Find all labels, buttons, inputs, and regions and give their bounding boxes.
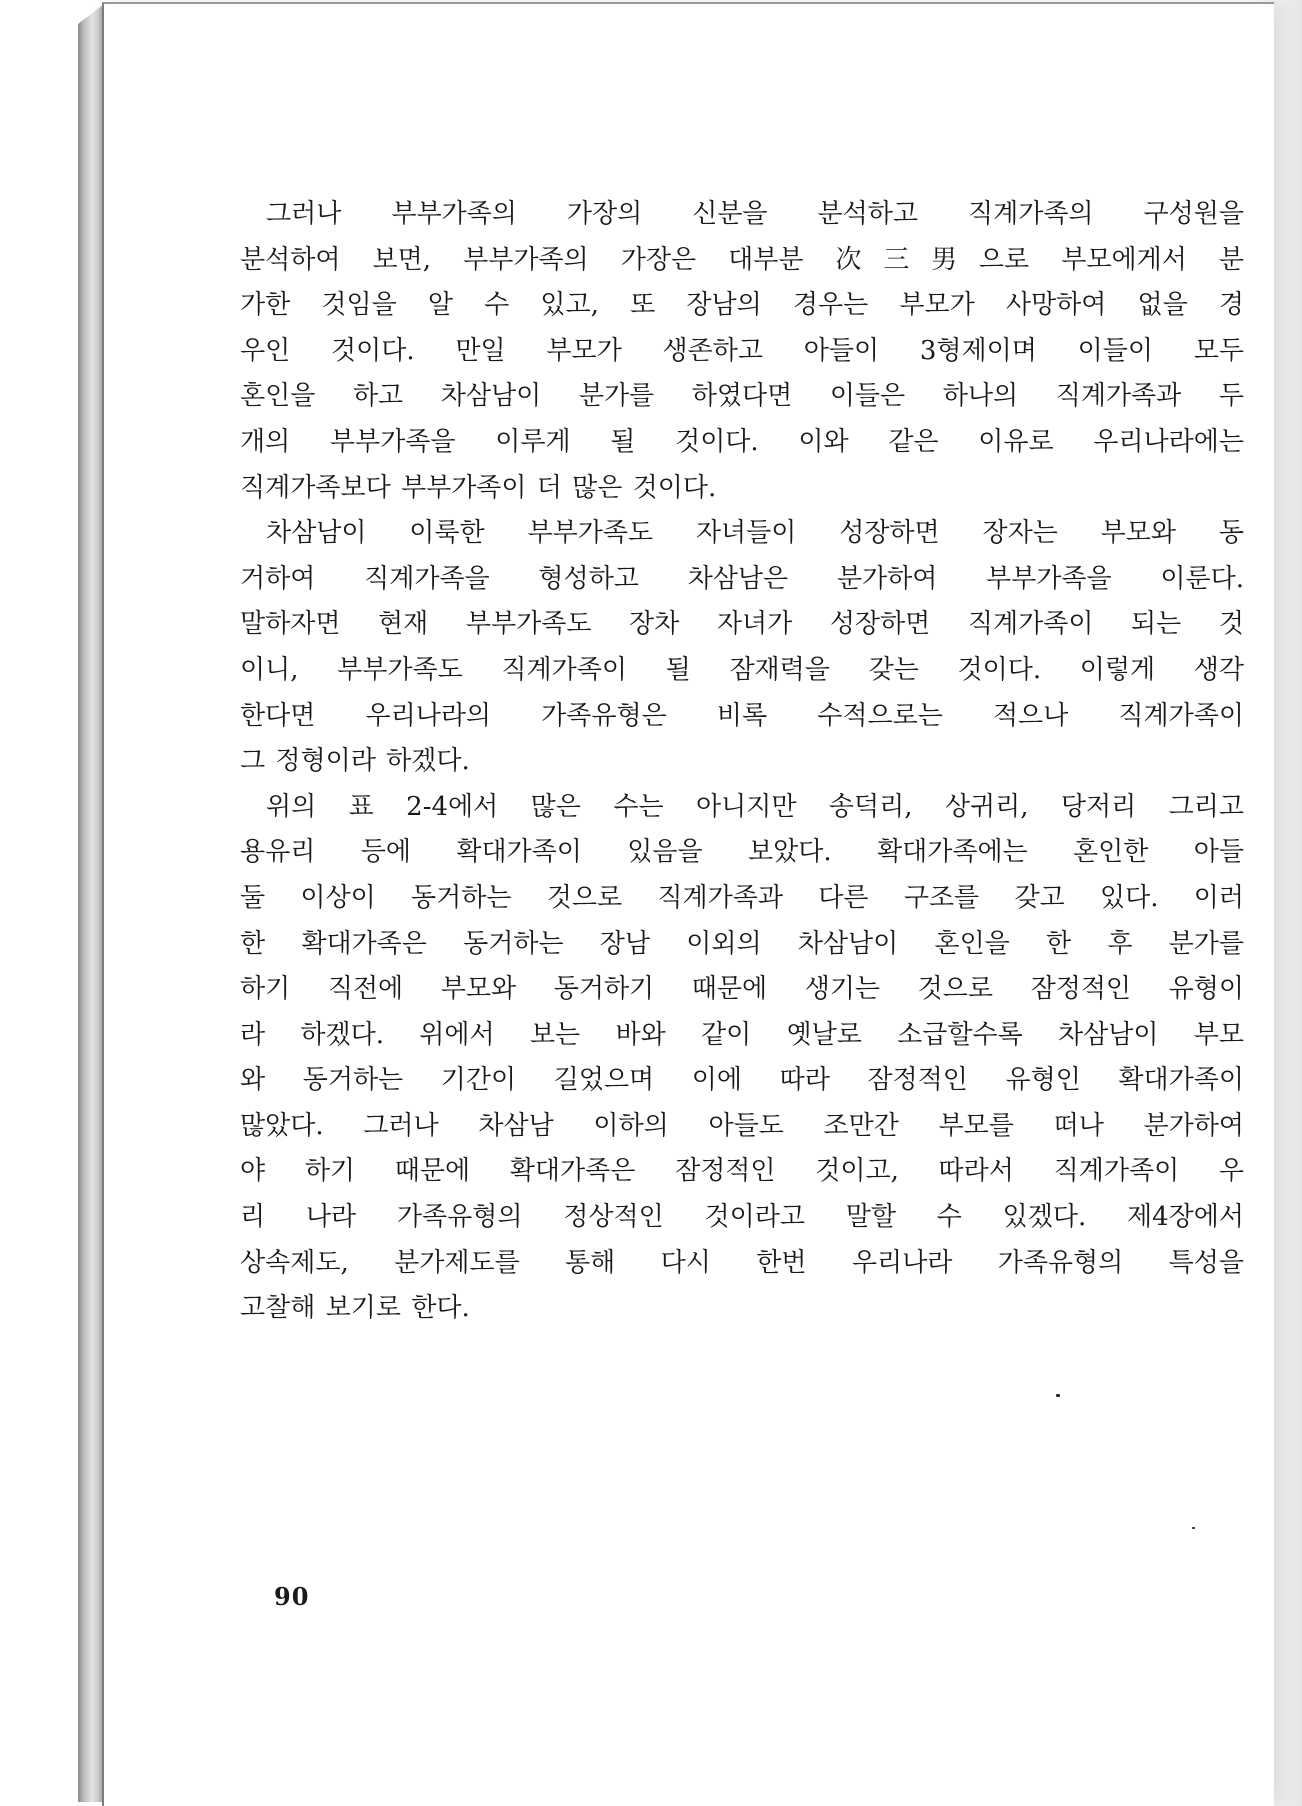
text-line: 야 하기 때문에 확대가족은 잠정적인 것이고, 따라서 직계가족이 우 bbox=[240, 1156, 1244, 1187]
text-line: 가한 것임을 알 수 있고, 또 장남의 경우는 부모가 사망하여 없을 경 bbox=[240, 290, 1244, 321]
paragraph-3 bbox=[240, 785, 1244, 1332]
text-line: 차삼남이 이룩한 부부가족도 자녀들이 성장하면 장자는 부모와 동 bbox=[266, 518, 1244, 549]
text-line: 둘 이상이 동거하는 것으로 직계가족과 다른 구조를 갖고 있다. 이러 bbox=[240, 882, 1244, 913]
scan-speck bbox=[1056, 1394, 1060, 1397]
text-line: 한 확대가족은 동거하는 장남 이외의 차삼남이 혼인을 한 후 분가를 bbox=[240, 928, 1244, 959]
text-line: 그 정형이라 하겠다. bbox=[240, 746, 470, 777]
text-line: 그러나 부부가족의 가장의 신분을 분석하고 직계가족의 구성원을 bbox=[266, 199, 1244, 229]
body-text bbox=[240, 192, 1244, 1332]
text-line: 분석하여 보면, 부부가족의 가장은 대부분 次三男으로 부모에게서 분 bbox=[240, 244, 1244, 275]
text-line: 개의 부부가족을 이루게 될 것이다. 이와 같은 이유로 우리나라에는 bbox=[240, 426, 1244, 457]
scan-speck bbox=[1192, 1527, 1195, 1529]
text-line: 말하자면 현재 부부가족도 장차 자녀가 성장하면 직계가족이 되는 것 bbox=[240, 609, 1244, 640]
text-line: 많았다. 그러나 차삼남 이하의 아들도 조만간 부모를 떠나 분가하여 bbox=[240, 1110, 1244, 1141]
text-line: 리 나라 가족유형의 정상적인 것이라고 말할 수 있겠다. 제4장에서 bbox=[240, 1202, 1244, 1233]
text-line: 용유리 등에 확대가족이 있음을 보았다. 확대가족에는 혼인한 아들 bbox=[240, 837, 1244, 868]
text-line: 상속제도, 분가제도를 통해 다시 한번 우리나라 가족유형의 특성을 bbox=[240, 1247, 1244, 1278]
text-line: 와 동거하는 기간이 길었으며 이에 따라 잠정적인 유형인 확대가족이 bbox=[240, 1065, 1244, 1096]
text-line: 한다면 우리나라의 가족유형은 비록 수적으로는 적으나 직계가족이 bbox=[240, 700, 1244, 731]
book-page-edge bbox=[78, 4, 104, 1802]
text-line: 혼인을 하고 차삼남이 분가를 하였다면 이들은 하나의 직계가족과 두 bbox=[240, 381, 1244, 412]
paragraph-1 bbox=[240, 192, 1244, 511]
text-line: 우인 것이다. 만일 부모가 생존하고 아들이 3형제이며 이들이 모두 bbox=[240, 335, 1244, 366]
paragraph-2 bbox=[240, 511, 1244, 785]
text-line: 직계가족보다 부부가족이 더 많은 것이다. bbox=[240, 472, 717, 503]
text-line: 라 하겠다. 위에서 보는 바와 같이 옛날로 소급할수록 차삼남이 부모 bbox=[240, 1019, 1244, 1050]
text-line: 거하여 직계가족을 형성하고 차삼남은 분가하여 부부가족을 이룬다. bbox=[240, 563, 1244, 594]
text-line: 고찰해 보기로 한다. bbox=[240, 1293, 470, 1324]
page-number: 90 bbox=[274, 1582, 310, 1611]
text-line: 위의 표 2-4에서 많은 수는 아니지만 송덕리, 상귀리, 당저리 그리고 bbox=[266, 791, 1244, 822]
text-line: 하기 직전에 부모와 동거하기 때문에 생기는 것으로 잠정적인 유형이 bbox=[240, 974, 1244, 1005]
book-page bbox=[102, 2, 1274, 1806]
text-line: 이니, 부부가족도 직계가족이 될 잠재력을 갖는 것이다. 이렇게 생각 bbox=[240, 654, 1244, 685]
